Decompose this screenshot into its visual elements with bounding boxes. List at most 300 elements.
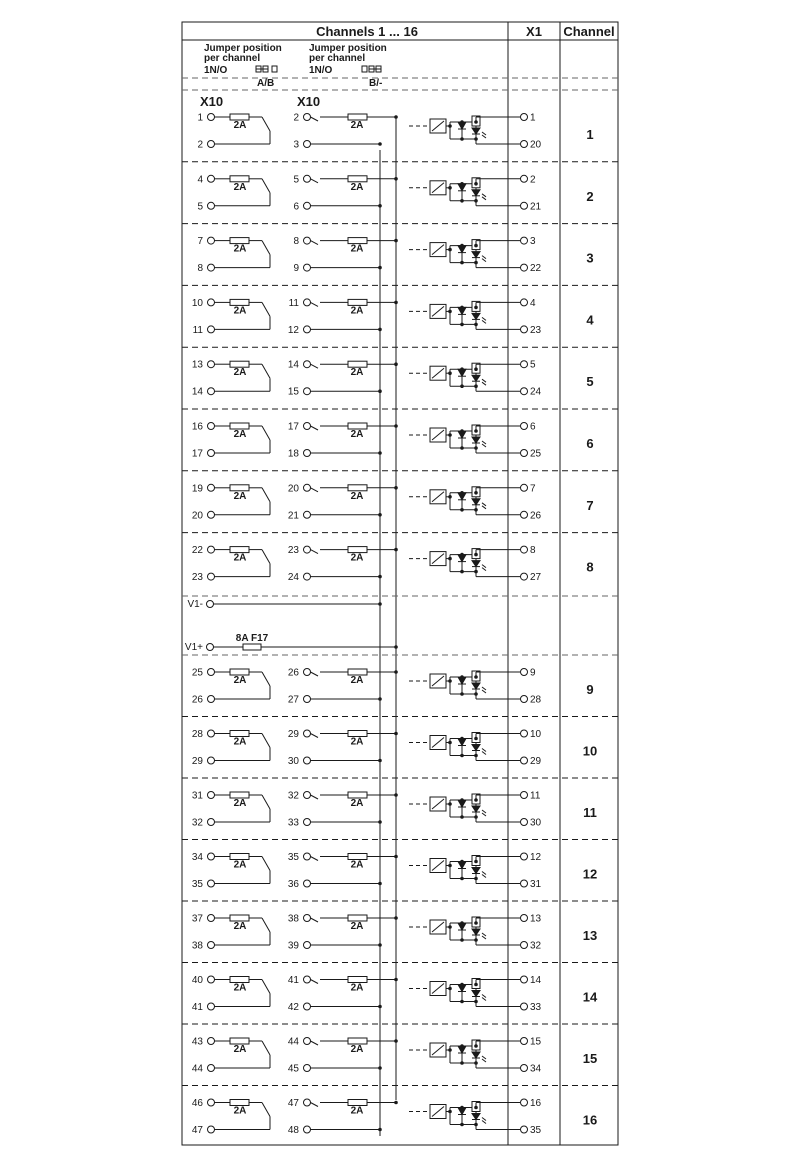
terminal (521, 299, 528, 306)
terminal (521, 792, 528, 799)
junction-dot (474, 938, 478, 942)
junction-dot (474, 323, 478, 327)
junction-dot (474, 261, 478, 265)
fuse-label: 2A (350, 798, 364, 809)
fuse-label: 2A (233, 798, 247, 809)
fuse-label: 2A (233, 429, 247, 440)
led-ray (482, 444, 486, 447)
fuse-label: 2A (350, 736, 364, 748)
terminal-label: 16 (191, 421, 203, 433)
led-icon (472, 561, 480, 567)
fuse-label: 2A (233, 921, 247, 932)
terminal-label: 20 (191, 510, 203, 522)
terminal (304, 853, 311, 860)
supply-plus-terminal (207, 644, 214, 651)
x1-terminal-label: 21 (530, 201, 542, 213)
terminal (304, 326, 311, 333)
led-icon (472, 1114, 480, 1120)
junction-dot (474, 306, 478, 310)
terminal (521, 326, 528, 333)
contact-blade (262, 980, 270, 994)
terminal (208, 546, 215, 553)
junction-dot (394, 916, 398, 920)
terminal (304, 237, 311, 244)
junction-dot (394, 855, 398, 859)
terminal-label: 27 (287, 694, 299, 706)
terminal-label: 14 (191, 386, 203, 398)
junction-dot (378, 697, 382, 701)
contact-blade (311, 488, 319, 492)
terminal-label: 40 (191, 975, 203, 986)
terminal (208, 299, 215, 306)
contact-blade (311, 179, 319, 183)
jumper-right-line1: Jumper position (309, 43, 387, 54)
channel-row-15 (182, 1024, 618, 1075)
contact-blade (262, 857, 270, 871)
terminal (304, 1126, 311, 1133)
junction-dot (394, 1039, 398, 1043)
contact-blade (311, 426, 319, 430)
channel-row-3 (182, 224, 618, 275)
junction-dot (474, 737, 478, 741)
supply-minus-label: V1- (187, 599, 203, 610)
led-icon (472, 683, 480, 689)
x1-terminal-label: 35 (530, 1125, 542, 1136)
terminal (304, 757, 311, 764)
terminal (521, 450, 528, 457)
junction-dot (448, 557, 452, 561)
junction-dot (448, 925, 452, 929)
junction-dot (474, 120, 478, 124)
channel-row-5 (182, 347, 618, 398)
x1-terminal-label: 28 (530, 694, 542, 706)
junction-dot (474, 1123, 478, 1127)
channel-number: 16 (582, 1112, 598, 1128)
junction-dot (394, 486, 398, 490)
terminal (208, 114, 215, 121)
terminal-label: 17 (287, 421, 299, 433)
terminal (521, 1099, 528, 1106)
x1-terminal-label: 12 (530, 852, 542, 863)
terminal (521, 1126, 528, 1133)
x1-terminal-label: 3 (530, 236, 536, 248)
x10-label-right: X10 (297, 94, 321, 109)
terminal (304, 141, 311, 148)
junction-dot (460, 323, 464, 327)
channel-number: 11 (583, 805, 597, 820)
terminal (208, 511, 215, 518)
jumper-right-line2: per channel (309, 53, 366, 64)
junction-dot (474, 1000, 478, 1004)
x1-terminal-label: 14 (530, 975, 542, 986)
junction-dot (474, 244, 478, 248)
x1-terminal-label: 24 (530, 386, 542, 398)
led-ray (482, 382, 486, 385)
contact-blade (262, 241, 270, 255)
junction-dot (460, 815, 464, 819)
junction-dot (378, 820, 382, 824)
junction-dot (474, 983, 478, 987)
diode-icon (458, 1046, 466, 1053)
terminal (304, 942, 311, 949)
contact-blade (262, 488, 270, 502)
terminal-label: 8 (197, 263, 203, 275)
junction-dot (474, 675, 478, 679)
led-ray (482, 995, 486, 998)
fuse-label: 2A (233, 859, 247, 871)
junction-dot (394, 424, 398, 428)
terminal (304, 1099, 311, 1106)
junction-dot (394, 115, 398, 119)
terminal (208, 141, 215, 148)
terminal-label: 20 (287, 483, 299, 495)
junction-dot (460, 1000, 464, 1004)
terminal-label: 33 (287, 817, 299, 829)
contact-blade (311, 918, 319, 922)
terminal-label: 15 (287, 386, 299, 398)
junction-dot (448, 741, 452, 745)
led-ray (482, 256, 486, 259)
terminal-label: 24 (287, 572, 299, 584)
x1-terminal-label: 7 (530, 483, 536, 495)
led-icon (472, 252, 480, 258)
terminal-label: 7 (197, 236, 203, 248)
led-ray (482, 1118, 486, 1121)
junction-dot (378, 575, 382, 579)
terminal (208, 942, 215, 949)
junction-dot (474, 1044, 478, 1048)
terminal (208, 175, 215, 182)
terminal (304, 450, 311, 457)
terminal (304, 264, 311, 271)
fuse-label: 2A (233, 982, 247, 994)
terminal-label: 37 (191, 913, 203, 925)
terminal-label: 4 (197, 174, 203, 186)
terminal-label: 43 (191, 1036, 203, 1048)
terminal (208, 757, 215, 764)
led-ray (482, 259, 486, 262)
junction-dot (474, 182, 478, 186)
x1-terminal-label: 8 (530, 545, 536, 557)
led-ray (482, 197, 486, 200)
contact-blade (311, 672, 319, 676)
terminal-label: 35 (287, 852, 299, 863)
junction-dot (394, 239, 398, 243)
x1-terminal-label: 22 (530, 263, 542, 275)
fuse-label: 2A (350, 675, 364, 686)
terminal (304, 696, 311, 703)
diode-icon (458, 246, 466, 253)
terminal-label: 44 (287, 1036, 299, 1048)
channel-row-9 (192, 668, 594, 706)
terminal-label: 2 (197, 139, 203, 151)
contact-blade (262, 918, 270, 932)
junction-dot (378, 266, 382, 270)
diode-icon (458, 677, 466, 684)
junction-dot (394, 732, 398, 736)
terminal (521, 114, 528, 121)
x1-terminal-label: 30 (530, 817, 542, 829)
fuse-label: 2A (350, 982, 364, 994)
terminal-label: 39 (287, 940, 299, 952)
junction-dot (460, 384, 464, 388)
fuse-label: 2A (233, 243, 247, 255)
fuse-label: 2A (233, 367, 247, 379)
jumper-left-icon (256, 66, 277, 72)
junction-dot (474, 553, 478, 557)
contact-blade (262, 364, 270, 378)
terminal (304, 880, 311, 887)
led-ray (482, 135, 486, 138)
led-icon (472, 375, 480, 381)
junction-dot (448, 433, 452, 437)
contact-blade (262, 795, 270, 809)
led-icon (472, 806, 480, 812)
supply-plus-label: V1+ (184, 642, 203, 653)
contact-blade (311, 302, 319, 306)
jumper-left-line1: Jumper position (204, 43, 282, 54)
terminal (521, 573, 528, 580)
channel-row-8 (182, 533, 618, 584)
contact-blade (311, 241, 319, 245)
junction-dot (394, 978, 398, 982)
fuse-label: 2A (233, 181, 247, 193)
terminal-label: 46 (191, 1098, 203, 1109)
header-channel: Channel (563, 24, 615, 39)
x1-terminal-label: 2 (530, 174, 536, 186)
diode-icon (458, 493, 466, 500)
junction-dot (448, 248, 452, 252)
contact-blade (262, 672, 270, 686)
led-ray (482, 317, 486, 320)
junction-dot (378, 142, 382, 146)
junction-dot (394, 548, 398, 552)
fuse-label: 2A (233, 675, 247, 686)
channel-number: 9 (586, 682, 594, 697)
channel-number: 5 (586, 374, 594, 390)
junction-dot (474, 877, 478, 881)
terminal (208, 1099, 215, 1106)
jumper-right-position: B/- (369, 78, 383, 89)
terminal (208, 237, 215, 244)
junction-dot (448, 1048, 452, 1052)
channel-number: 2 (586, 188, 594, 204)
x1-terminal-label: 25 (530, 448, 542, 460)
junction-dot (474, 384, 478, 388)
terminal (304, 573, 311, 580)
x1-terminal-label: 29 (530, 756, 542, 767)
terminal-label: 1 (197, 112, 203, 124)
channel-row-16 (182, 1086, 618, 1137)
junction-dot (378, 759, 382, 763)
led-icon (472, 1052, 480, 1058)
diode-icon (458, 307, 466, 314)
channel-row-12 (182, 840, 618, 891)
channel-rows (182, 113, 618, 1137)
diode-icon (458, 862, 466, 869)
junction-dot (378, 1005, 382, 1009)
terminal (208, 819, 215, 826)
terminal (208, 976, 215, 983)
terminal-label: 41 (191, 1002, 203, 1013)
led-ray (482, 933, 486, 936)
terminal (304, 511, 311, 518)
contact-blade (311, 734, 319, 738)
terminal-label: 19 (191, 483, 203, 495)
terminal (521, 853, 528, 860)
x1-terminal-label: 34 (530, 1063, 542, 1075)
fuse-label: 2A (233, 490, 247, 502)
terminal (304, 1038, 311, 1045)
channel-number: 3 (586, 250, 594, 266)
terminal (521, 264, 528, 271)
terminal-label: 45 (287, 1063, 299, 1075)
terminal-label: 23 (287, 545, 299, 557)
terminal-label: 32 (191, 817, 203, 829)
contact-blade (311, 1103, 319, 1107)
terminal-label: 29 (191, 756, 203, 767)
junction-dot (378, 204, 382, 208)
jumper-right-mode: 1N/O (309, 65, 333, 76)
channel-number: 1 (586, 127, 594, 142)
junction-dot (474, 199, 478, 203)
fuse-label: 2A (233, 1044, 247, 1055)
junction-dot (474, 921, 478, 925)
contact-blade (262, 179, 270, 193)
terminal (521, 361, 528, 368)
x1-terminal-label: 20 (530, 139, 542, 151)
terminal-label: 41 (287, 975, 299, 986)
channel-row-4 (182, 285, 618, 336)
terminal-label: 12 (287, 324, 299, 336)
terminal-label: 35 (191, 879, 203, 890)
terminal (521, 484, 528, 491)
terminal-label: 13 (191, 359, 203, 371)
contact-blade (262, 1041, 270, 1055)
led-ray (482, 872, 486, 875)
led-ray (482, 568, 486, 571)
terminal (304, 388, 311, 395)
channel-number: 13 (582, 928, 598, 943)
terminal (521, 141, 528, 148)
terminal (304, 915, 311, 922)
terminal-label: 26 (191, 694, 203, 706)
junction-dot (394, 177, 398, 181)
channel-number: 7 (586, 497, 594, 513)
terminal-label: 8 (293, 236, 299, 248)
terminal (304, 976, 311, 983)
fuse-label: 2A (350, 120, 364, 131)
terminal (521, 696, 528, 703)
junction-dot (474, 429, 478, 433)
junction-dot (378, 328, 382, 332)
led-icon (472, 437, 480, 443)
led-ray (482, 1056, 486, 1059)
junction-dot (460, 137, 464, 141)
header-x1: X1 (526, 24, 542, 39)
terminal (521, 237, 528, 244)
terminal (521, 976, 528, 983)
terminal (208, 326, 215, 333)
junction-dot (474, 1061, 478, 1065)
terminal (521, 388, 528, 395)
jumper-right-icon (362, 66, 381, 72)
channel-row-13 (182, 901, 618, 952)
terminal-label: 31 (191, 790, 203, 802)
diode-icon (458, 1108, 466, 1115)
terminal-label: 47 (191, 1125, 203, 1136)
terminal-label: 47 (287, 1098, 299, 1109)
x1-terminal-label: 9 (530, 667, 536, 679)
fuse-label: 2A (350, 181, 364, 193)
terminal (208, 361, 215, 368)
terminal (304, 202, 311, 209)
fuse-label: 2A (233, 736, 247, 748)
junction-dot (474, 367, 478, 371)
led-icon (472, 128, 480, 134)
led-icon (472, 313, 480, 319)
terminal-label: 14 (287, 359, 299, 371)
x1-terminal-label: 4 (530, 297, 536, 309)
channel-number: 4 (586, 312, 594, 328)
terminal-label: 9 (293, 263, 299, 275)
terminal-label: 21 (287, 510, 299, 522)
x1-terminal-label: 15 (530, 1036, 542, 1048)
x1-terminal-label: 1 (530, 112, 536, 124)
terminal (304, 730, 311, 737)
led-ray (482, 1121, 486, 1124)
terminal-label: 22 (191, 545, 203, 557)
led-ray (482, 503, 486, 506)
terminal (208, 423, 215, 430)
terminal (208, 264, 215, 271)
fuse-label: 2A (350, 921, 364, 932)
terminal (208, 1003, 215, 1010)
diode-icon (458, 431, 466, 438)
channel-row-11 (182, 778, 618, 829)
contact-blade (311, 117, 319, 121)
terminal (304, 423, 311, 430)
junction-dot (460, 199, 464, 203)
channel-number: 14 (582, 989, 598, 1005)
junction-dot (448, 987, 452, 991)
channel-row-10 (182, 717, 618, 768)
contact-blade (262, 550, 270, 564)
contact-blade (311, 857, 319, 861)
led-ray (482, 194, 486, 197)
terminal (521, 915, 528, 922)
diode-icon (458, 555, 466, 562)
x1-terminal-label: 11 (530, 790, 541, 802)
channel-row-7 (182, 471, 618, 522)
junction-dot (474, 570, 478, 574)
terminal-label: 34 (191, 852, 203, 863)
terminal (304, 1065, 311, 1072)
junction-dot (460, 261, 464, 265)
led-icon (472, 190, 480, 196)
terminal (521, 1003, 528, 1010)
terminal (521, 757, 528, 764)
terminal-label: 10 (191, 297, 203, 309)
led-ray (482, 749, 486, 752)
terminal (208, 484, 215, 491)
supply-minus-terminal (207, 601, 214, 608)
junction-dot (394, 1101, 398, 1105)
fuse-label: 2A (233, 552, 247, 564)
terminal-label: 23 (191, 572, 203, 584)
junction-dot (448, 124, 452, 128)
diode-icon (458, 985, 466, 992)
